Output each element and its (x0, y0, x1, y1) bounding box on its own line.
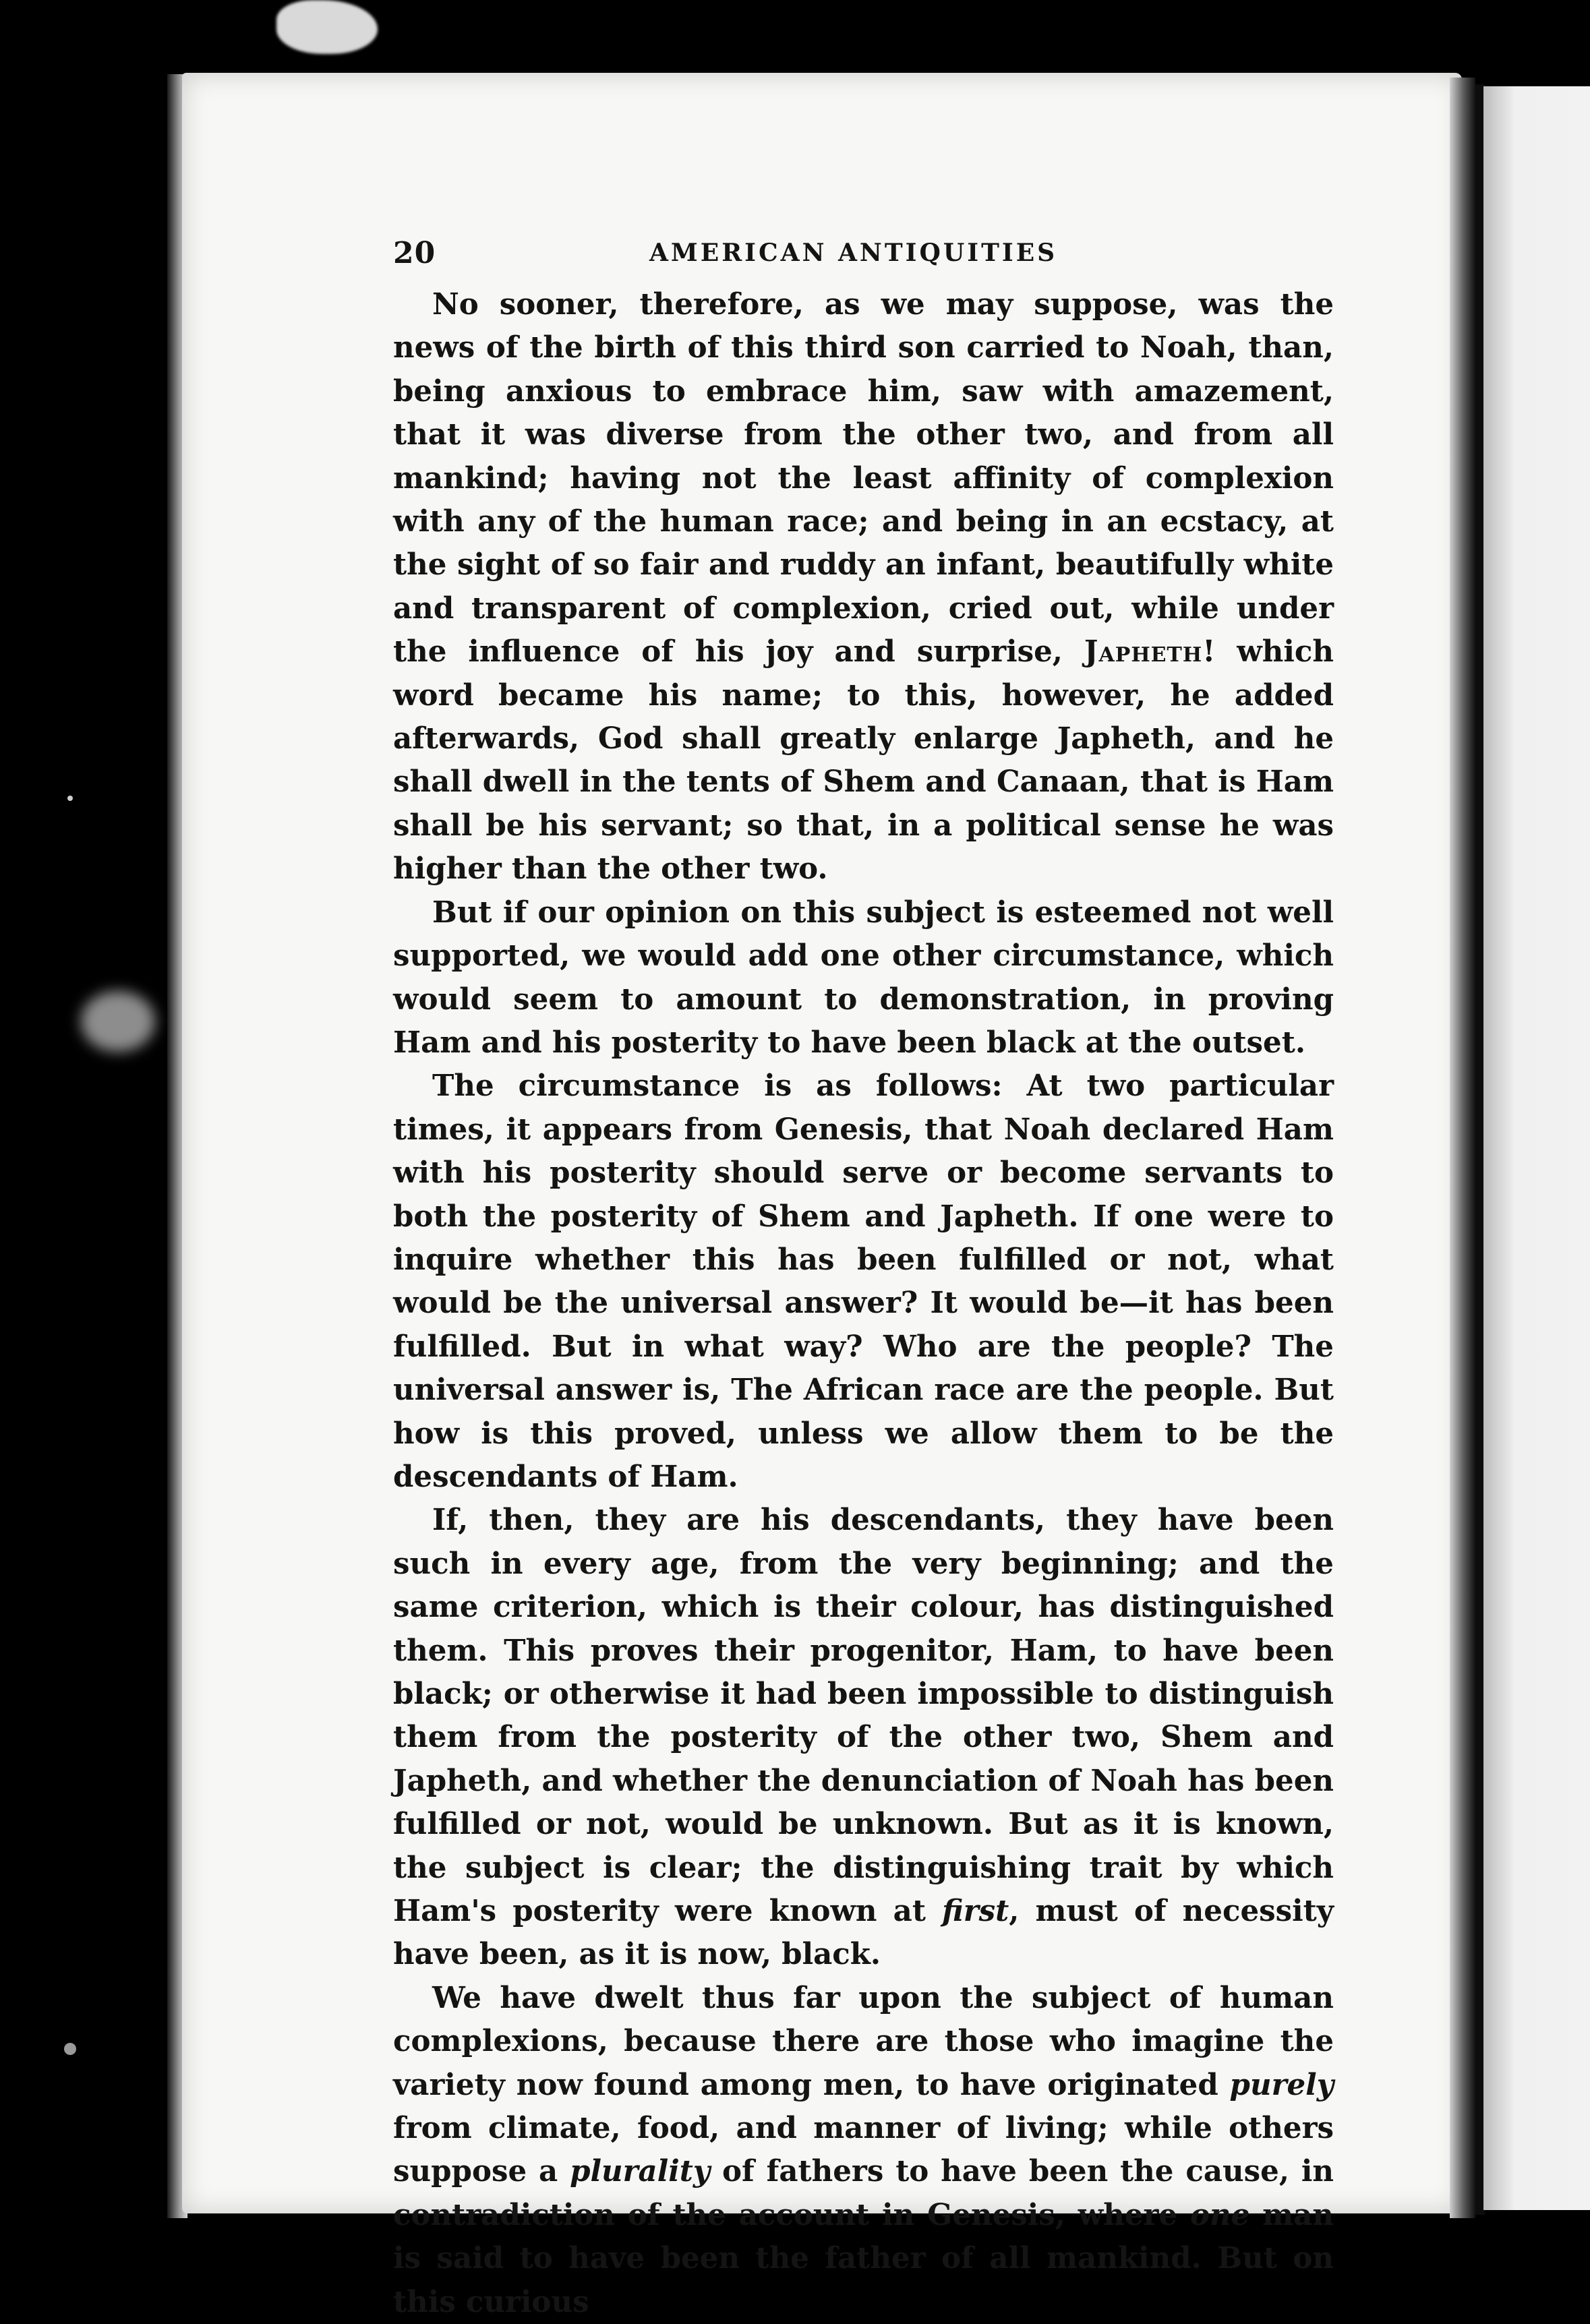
smallcaps-text: Japheth (1084, 634, 1203, 669)
facing-page (1483, 86, 1590, 2210)
text-run: We have dwelt thus far upon the subject of human complexions, because there are those who imagine the variety now found among men, to have originated (393, 1980, 1334, 2102)
text-run: No sooner, therefore, as we may suppose, was the news of the birth of this third son carried to Noah, than, being anxious to embrace him, saw with amazement, that it was diverse from the other two, and from all mankind; having not the least affinity of complexion with any of the human race; and being in an ecstacy, at the sight of so fair and ruddy an infant, beautifully white and transparent of complexion, cried out, while under the influence of his joy and surprise, (393, 287, 1334, 669)
italic-text: purely (1229, 2067, 1334, 2102)
binding-gutter (1450, 78, 1475, 2218)
italic-text: first (942, 1894, 1009, 1929)
scan-artifact (81, 991, 155, 1052)
scan-artifact (276, 0, 378, 54)
text-run: ! which word became his name; to this, however, he added afterwards, God shall greatly enlarge Japheth, and he shall dwell in the tents of Shem and Canaan, that is Ham shall be his servant; so that, in a political sense he was higher than the other two. (393, 634, 1334, 887)
text-run: But if our opinion on this subject is esteemed not well supported, we would add one other circumstance, which would seem to amount to demonstration, in proving Ham and his posterity to have been black at the outset. (393, 895, 1334, 1060)
page-number: 20 (393, 236, 436, 270)
text-run: from climate, food, and manner of living; while others suppose a (393, 2111, 1334, 2189)
paragraph (393, 891, 1334, 1065)
text-run: The circumstance is as follows: At two particular times, it appears from Genesis, that Noah declared Ham with his posterity should serve or become servants to both the posterity of Shem and Japheth. If one were to inquire whether this has been fulfilled or not, what would be the universal answer? It would be—it has been fulfilled. But in what way? Who are the people? The universal answer is, The African race are the people. But how is this proved, unless we allow them to be the descendants of Ham. (393, 1069, 1334, 1494)
text-run: If, then, they are his descendants, they have been such in every age, from the very beginning; and the same criterion, which is their colour, has distinguished them. This proves their progenitor, Ham, to have been black; or otherwise it had been impossible to distinguish them from the posterity of the other two, Shem and Japheth, and whether the denunciation of Noah has been fulfilled or not, would be unknown. But as it is known, the subject is clear; the distinguishing trait by which Ham's posterity were known at (393, 1503, 1334, 1929)
text-run: man is said to have been the father of all mankind. But on this curious (393, 2197, 1334, 2319)
scan-speck (64, 2043, 76, 2055)
text-run: of fathers to have been the cause, in contradiction of the account in Genesis, where (393, 2154, 1334, 2232)
text-run: , must of necessity have been, as it is now, black. (393, 1894, 1334, 1972)
page-text (393, 236, 1334, 2324)
body-text (393, 283, 1334, 2324)
italic-text: one (1189, 2197, 1250, 2232)
paragraph (393, 1499, 1334, 1976)
paragraph (393, 1065, 1334, 1499)
running-head (393, 236, 1334, 283)
paragraph (393, 1977, 1334, 2324)
running-title: AMERICAN ANTIQUITIES (649, 239, 1058, 267)
italic-text: plurality (570, 2154, 711, 2189)
scan-speck (67, 796, 73, 801)
paragraph (393, 283, 1334, 891)
